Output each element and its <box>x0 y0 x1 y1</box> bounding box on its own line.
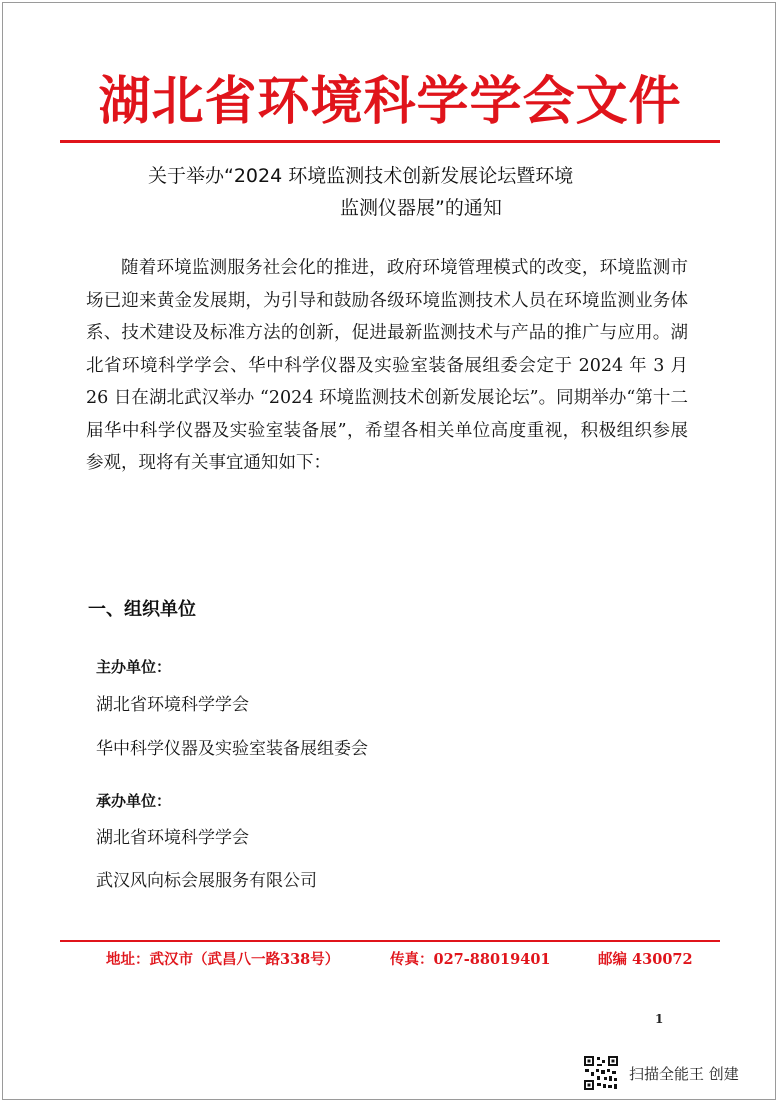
co-organizer-item: 武汉风向标会展服务有限公司 <box>96 871 317 891</box>
notice-title-line-1: 关于举办“2024 环境监测技术创新发展论坛暨环境 <box>148 165 574 187</box>
footer-address: 地址：武汉市（武昌八一路338号） <box>106 951 340 968</box>
organizer-item: 湖北省环境科学学会 <box>96 695 249 715</box>
co-organizer-item: 湖北省环境科学学会 <box>96 828 249 848</box>
header-divider <box>60 140 720 143</box>
co-organizer-label: 承办单位： <box>96 792 172 810</box>
footer-fax: 传真：027-88019401 <box>390 951 551 968</box>
document-header-title: 湖北省环境科学学会文件 <box>98 71 682 132</box>
organizer-label: 主办单位： <box>96 658 172 676</box>
scanner-watermark-text: 扫描全能王 创建 <box>629 1064 739 1083</box>
notice-title-line-2: 监测仪器展”的通知 <box>340 197 502 219</box>
notice-title <box>60 160 680 224</box>
page-number: 1 <box>655 1012 664 1026</box>
notice-body-paragraph: 随着环境监测服务社会化的推进，政府环境管理模式的改变，环境监测市场已迎来黄金发展期，为引导和鼓励各级环境监测技术人员在环境监测业务体系、技术建设及标准方法的创新，促进最新监测技术与产品的推广与应用。湖北省环境科学学会、华中科学仪器及实验室装备展组委会定于 2024 年 3 月 26 日在湖北武汉举办 “2024 环境监测技术创新发展论坛”。同期举办“第十二届华中科学仪器及实验室装备展”，希望各相关单位高度重视，积极组织参展参观，现将有关事宜通知如下： <box>86 258 688 473</box>
qr-code-icon <box>583 1055 619 1091</box>
section-heading-organizers: 一、组织单位 <box>88 599 196 620</box>
footer-postcode: 邮编 430072 <box>598 951 693 968</box>
scanner-watermark <box>583 1055 739 1091</box>
organizer-item: 华中科学仪器及实验室装备展组委会 <box>96 739 368 759</box>
footer-divider <box>60 940 720 942</box>
